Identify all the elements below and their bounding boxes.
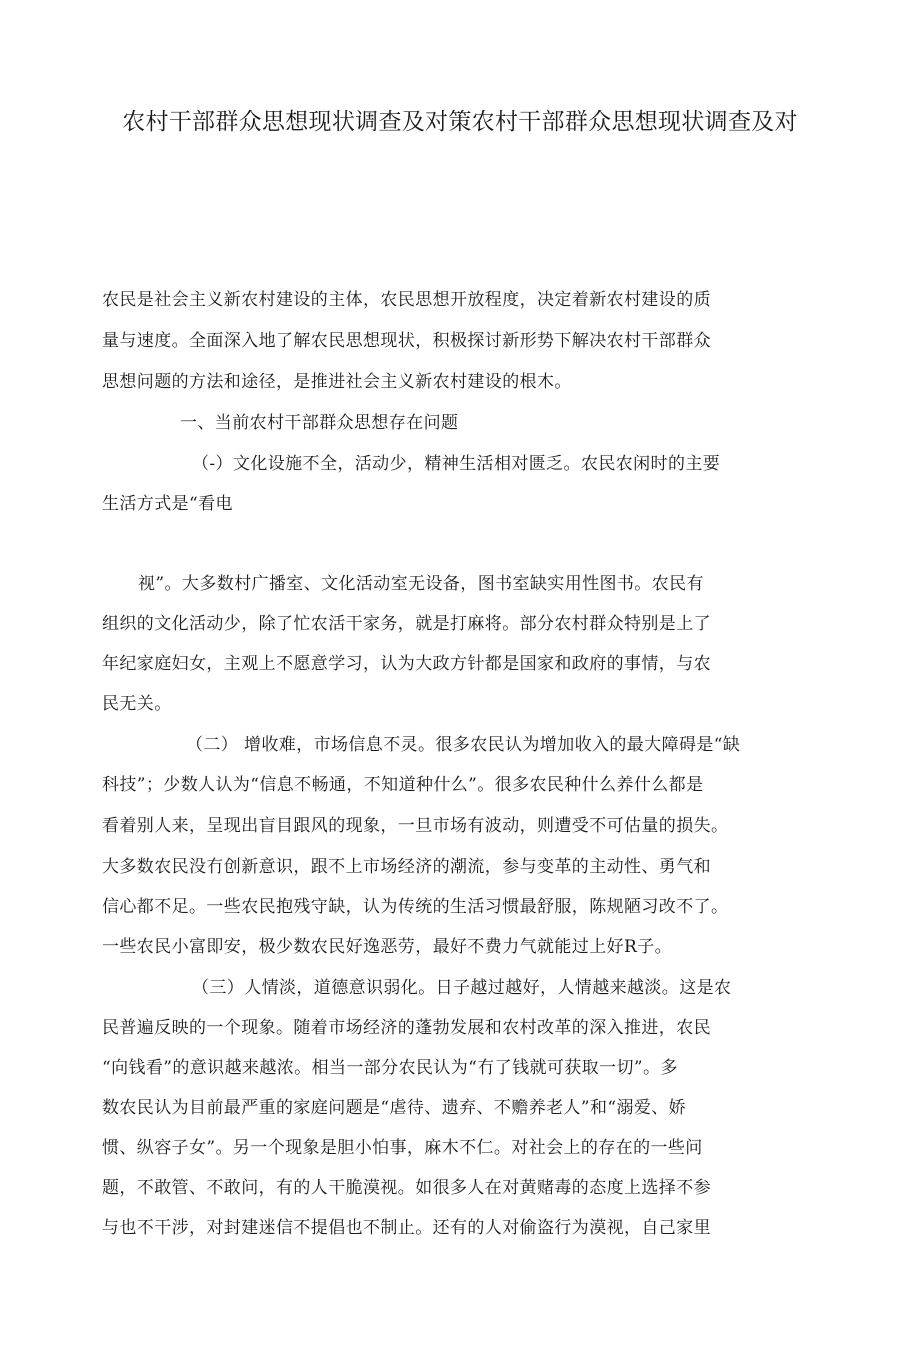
paragraph-line: 数农民认为目前最严重的家庭问题是“虐待、遗弃、不赡养老人”和“溺爱、娇	[102, 1098, 687, 1118]
paragraph-line: 年纪家庭妇女，主观上不愿意学习，认为大政方针都是国家和政府的事情，与农	[102, 654, 711, 674]
paragraph-line: “向钱看”的意识越来越浓。相当一部分农民认为“冇了钱就可获取一切”。多	[102, 1058, 678, 1078]
paragraph-line: 组织的文化活动少，除了忙农活干家务，就是打麻将。部分农村群众特别是上了	[102, 614, 711, 634]
paragraph-line: 民普遍反映的一个现象。随着市场经济的蓬勃发展和农村改革的深入推进，农民	[102, 1018, 711, 1038]
subsection-heading-line: （-）文化设施不全，活动少，精神生活相对匮乏。农民农闲时的主要	[192, 454, 721, 474]
paragraph-line: 看着别人来，呈现出盲目跟风的现象，一旦市场有波动，则遭受不可估量的损失。	[102, 816, 729, 836]
paragraph-line: 与也不干涉，对封建迷信不提倡也不制止。还有的人对偷盗行为漠视，自己家里	[102, 1218, 711, 1238]
paragraph-line: 题，不敢管、不敢问，有的人干脆漠视。如很多人在对黄赌毒的态度上选择不参	[102, 1178, 711, 1198]
section-heading: 一、当前农村干部群众思想存在问题	[180, 413, 459, 433]
paragraph-line: 一些农民小富即安，极少数农民好逸恶劳，最好不费力气就能过上好R子。	[102, 937, 672, 957]
subsection-heading-line: （三）人情淡，道德意识弱化。日子越过越好，人情越来越淡。这是农	[192, 978, 732, 998]
subsection-heading-line: （二） 增收难，市场信息不灵。很多农民认为增加收入的最大障碍是“缺	[186, 735, 741, 755]
paragraph-line: 民无关。	[102, 694, 172, 714]
paragraph-line: 惯、纵容子女”。另一个现象是胆小怕事，麻木不仁。对社会上的存在的一些问	[102, 1138, 703, 1158]
paragraph-line: 科技”；少数人认为“信息不畅通，不知道种什么”。很多农民种什么养什么都是	[102, 775, 704, 795]
paragraph-line: 视”。大多数村广播室、文化活动室无设备，图书室缺实用性图书。农民有	[138, 574, 704, 594]
paragraph-line: 生活方式是“看电	[102, 494, 233, 514]
document-title: 农村干部群众思想现状调查及对策农村干部群众思想现状调查及对	[122, 109, 798, 135]
paragraph-line: 农民是社会主义新农村建设的主体，农民思想开放程度，决定着新农村建设的质	[102, 290, 711, 310]
paragraph-line: 信心都不足。一些农民抱残守缺，认为传统的生活习惯最舒服，陈规陋习改不了。	[102, 897, 729, 917]
paragraph-line: 量与速度。全面深入地了解农民思想现状，积极探讨新形势下解决农村干部群众	[102, 331, 711, 351]
paragraph-line: 思想问题的方法和途径，是推进社会主义新农村建设的根木。	[102, 372, 572, 392]
paragraph-line: 大多数农民没冇创新意识，跟不上市场经济的潮流，参与变革的主动性、勇气和	[102, 857, 711, 877]
